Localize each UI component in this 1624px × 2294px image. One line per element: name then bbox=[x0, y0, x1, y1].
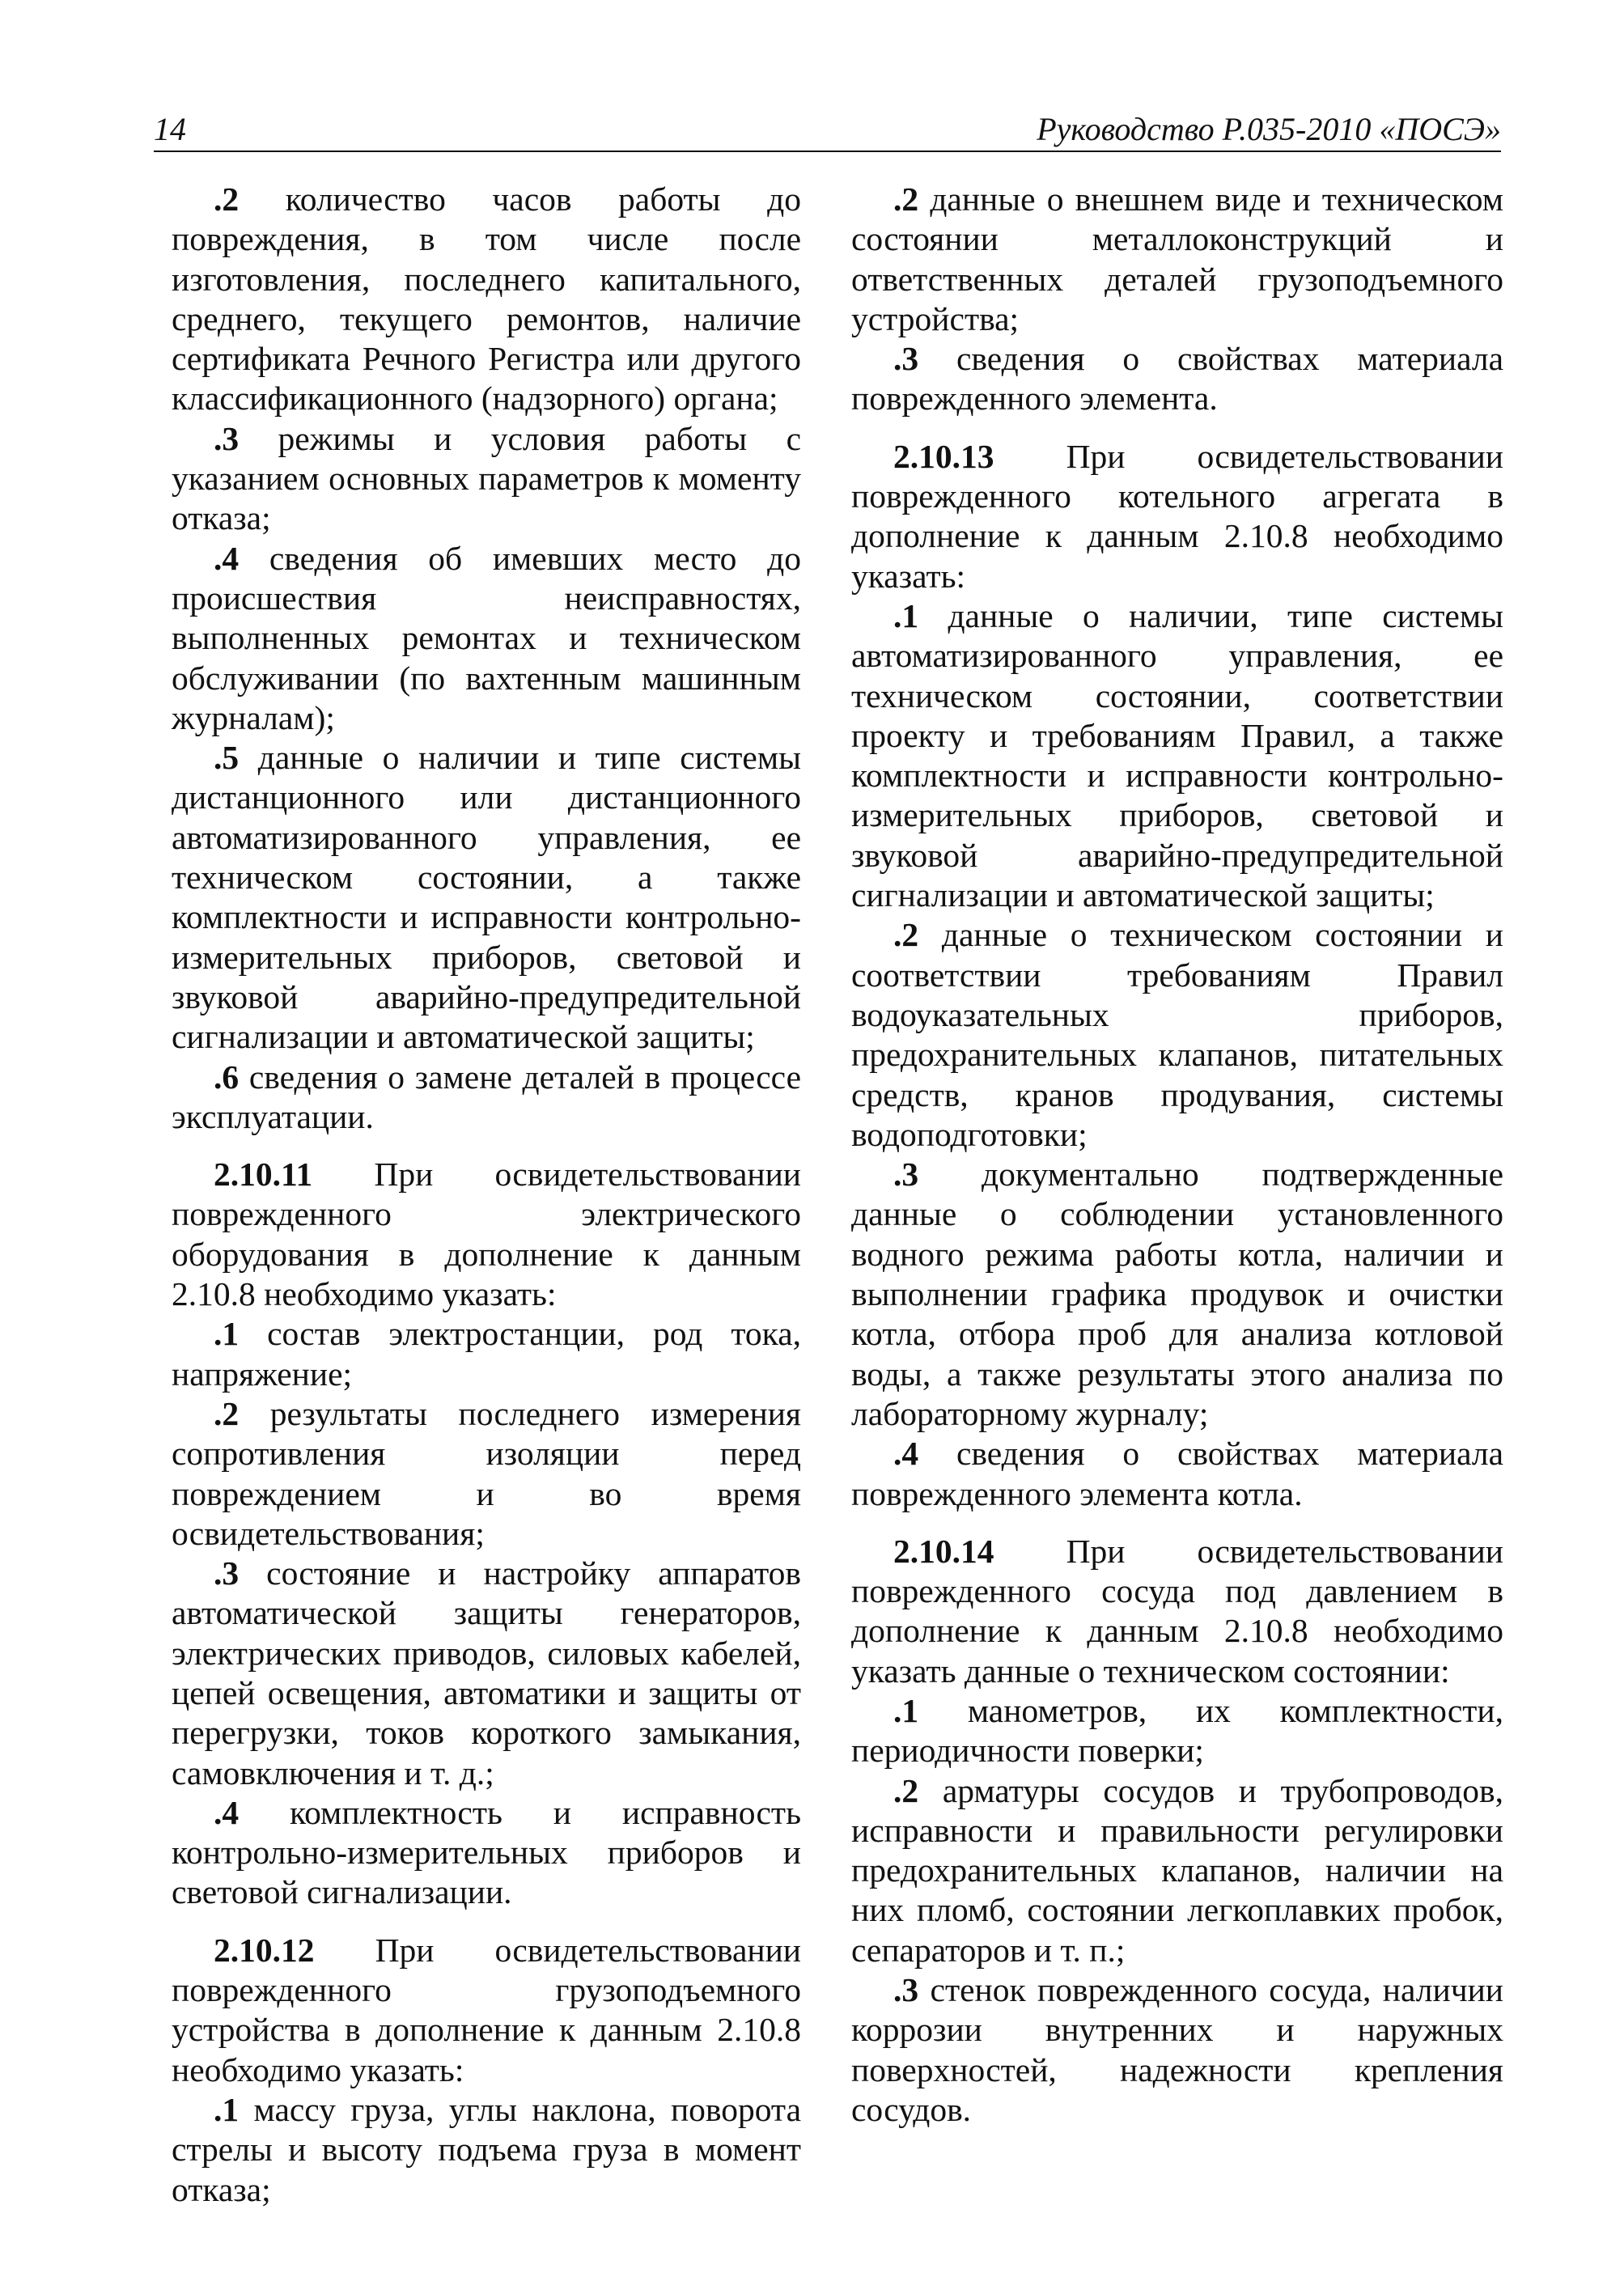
paragraph-text: При освидетельствовании поврежденного электрического оборудования в дополнение к данным 2.10.8 необходимо указать: bbox=[172, 1155, 801, 1313]
paragraph-text: данные о наличии, типе системы автоматизированного управления, ее техническом состоянии, соответствии проекту и требованиям Правил, а также комплектности и исправности контрольно-измерительных приборов, световой и звуковой аварийно-предупредительной сигнализации и автоматической защиты; bbox=[851, 596, 1503, 914]
item-number: .3 bbox=[893, 1971, 919, 2009]
paragraph-text: стенок поврежденного сосуда, наличии коррозии внутренних и наружных поверхностей, надежности крепления сосудов. bbox=[851, 1971, 1503, 2128]
item-number: .1 bbox=[214, 1315, 240, 1353]
paragraph bbox=[172, 2090, 801, 2210]
paragraph-text: манометров, их комплектности, периодичности поверки; bbox=[851, 1691, 1503, 1770]
paragraph bbox=[851, 1691, 1503, 1771]
paragraph bbox=[172, 1058, 801, 1138]
section-paragraph bbox=[172, 1931, 801, 2090]
paragraph bbox=[172, 180, 801, 419]
paragraph-text: количество часов работы до повреждения, в том числе после изготовления, последнего капитального, среднего, текущего ремонтов, наличие сертификата Речного Регистра или другого классификационного (надзорного) органа; bbox=[172, 180, 802, 418]
paragraph-text: документально подтвержденные данные о соблюдении установленного водного режима работы котла, наличии и выполнении графика продувок и очистки котла, отбора проб для анализа котловой воды, а также результаты этого анализа по лабораторному журналу; bbox=[851, 1155, 1503, 1432]
paragraph-text: состав электростанции, род тока, напряжение; bbox=[172, 1315, 802, 1393]
left-column bbox=[172, 180, 801, 2210]
paragraph-text: данные о внешнем виде и техническом состоянии металлоконструкций и ответственных деталей грузоподъемного устройства; bbox=[851, 180, 1504, 337]
section-number: 2.10.14 bbox=[893, 1532, 994, 1570]
paragraph bbox=[172, 1394, 801, 1554]
item-number: .2 bbox=[893, 916, 919, 954]
paragraph bbox=[851, 1155, 1503, 1434]
section-number: 2.10.11 bbox=[214, 1155, 313, 1194]
paragraph bbox=[172, 1554, 801, 1793]
paragraph-text: сведения о замене деталей в процессе эксплуатации. bbox=[172, 1058, 802, 1135]
paragraph-text: сведения о свойствах материала поврежденного элемента. bbox=[851, 340, 1504, 418]
paragraph bbox=[851, 915, 1503, 1155]
item-number: .3 bbox=[214, 419, 240, 457]
paragraph-text: режимы и условия работы с указанием основных параметров к моменту отказа; bbox=[172, 419, 801, 537]
item-number: .3 bbox=[214, 1554, 240, 1592]
item-number: .2 bbox=[214, 180, 240, 218]
paragraph bbox=[172, 1793, 801, 1913]
header-rule bbox=[154, 151, 1501, 152]
item-number: .6 bbox=[214, 1058, 240, 1096]
running-header bbox=[154, 105, 1501, 154]
paragraph-text: При освидетельствовании поврежденного сосуда под давлением в дополнение к данным 2.10.8 необходимо указать данные о техническом состоянии: bbox=[851, 1532, 1503, 1690]
item-number: .4 bbox=[893, 1435, 919, 1473]
item-number: .1 bbox=[214, 2090, 240, 2128]
paragraph bbox=[851, 180, 1503, 339]
item-number: .3 bbox=[893, 340, 919, 378]
paragraph-text: данные о техническом состоянии и соответствии требованиям Правил водоуказательных приборов, предохранительных клапанов, питательных средств, кранов продувания, системы водоподготовки; bbox=[851, 916, 1503, 1153]
paragraph-text: сведения о свойствах материала поврежденного элемента котла. bbox=[851, 1435, 1504, 1512]
right-column bbox=[851, 180, 1503, 2130]
paragraph-text: При освидетельствовании поврежденного грузоподъемного устройства в дополнение к данным 2.10.8 необходимо указать: bbox=[172, 1931, 801, 2088]
paragraph bbox=[172, 419, 801, 539]
paragraph bbox=[851, 339, 1503, 419]
paragraph bbox=[851, 596, 1503, 915]
item-number: .3 bbox=[893, 1155, 919, 1194]
paragraph bbox=[851, 1434, 1503, 1514]
paragraph-text: арматуры сосудов и трубопроводов, исправности и правильности регулировки предохранительных клапанов, наличии на них пломб, состоянии легкоплавких пробок, сепараторов и т. п.; bbox=[851, 1771, 1504, 1969]
paragraph bbox=[172, 738, 801, 1057]
item-number: .2 bbox=[214, 1394, 240, 1432]
item-number: .5 bbox=[214, 739, 240, 777]
paragraph-text: комплектность и исправность контрольно-измерительных приборов и световой сигнализации. bbox=[172, 1793, 801, 1911]
item-number: .2 bbox=[893, 180, 919, 218]
item-number: .4 bbox=[214, 539, 240, 577]
paragraph bbox=[851, 1771, 1503, 1970]
item-number: .2 bbox=[893, 1771, 919, 1809]
section-paragraph bbox=[851, 1532, 1503, 1691]
paragraph bbox=[851, 1970, 1503, 2130]
paragraph-text: состояние и настройку аппаратов автоматической защиты генераторов, электрических приводов, силовых кабелей, цепей освещения, автоматики и защиты от перегрузки, токов короткого замыкания, самовключения и т. д.; bbox=[172, 1554, 801, 1792]
paragraph bbox=[172, 1314, 801, 1394]
item-number: .4 bbox=[214, 1793, 240, 1831]
item-number: .1 bbox=[893, 1691, 919, 1729]
section-paragraph bbox=[172, 1155, 801, 1314]
paragraph-text: результаты последнего измерения сопротивления изоляции перед повреждением и во время освидетельствования; bbox=[172, 1394, 801, 1552]
item-number: .1 bbox=[893, 596, 919, 634]
document-title: Руководство Р.035-2010 «ПОСЭ» bbox=[1037, 111, 1501, 147]
section-number: 2.10.12 bbox=[214, 1931, 315, 1969]
section-number: 2.10.13 bbox=[893, 437, 994, 475]
paragraph bbox=[172, 539, 801, 738]
page-number: 14 bbox=[154, 111, 186, 147]
section-paragraph bbox=[851, 437, 1503, 596]
paragraph-text: При освидетельствовании поврежденного котельного агрегата в дополнение к данным 2.10.8 необходимо указать: bbox=[851, 437, 1503, 595]
paragraph-text: данные о наличии и типе системы дистанционного или дистанционного автоматизированного управления, ее техническом состоянии, а также комплектности и исправности контрольно-измерительных приборов, световой и звуковой аварийно-предупредительной сигнализации и автоматической защиты; bbox=[172, 739, 801, 1056]
paragraph-text: массу груза, углы наклона, поворота стрелы и высоту подъема груза в момент отказа; bbox=[172, 2090, 801, 2208]
paragraph-text: сведения об имевших место до происшествия неисправностях, выполненных ремонтах и техническом обслуживании (по вахтенным машинным журналам); bbox=[172, 539, 801, 736]
